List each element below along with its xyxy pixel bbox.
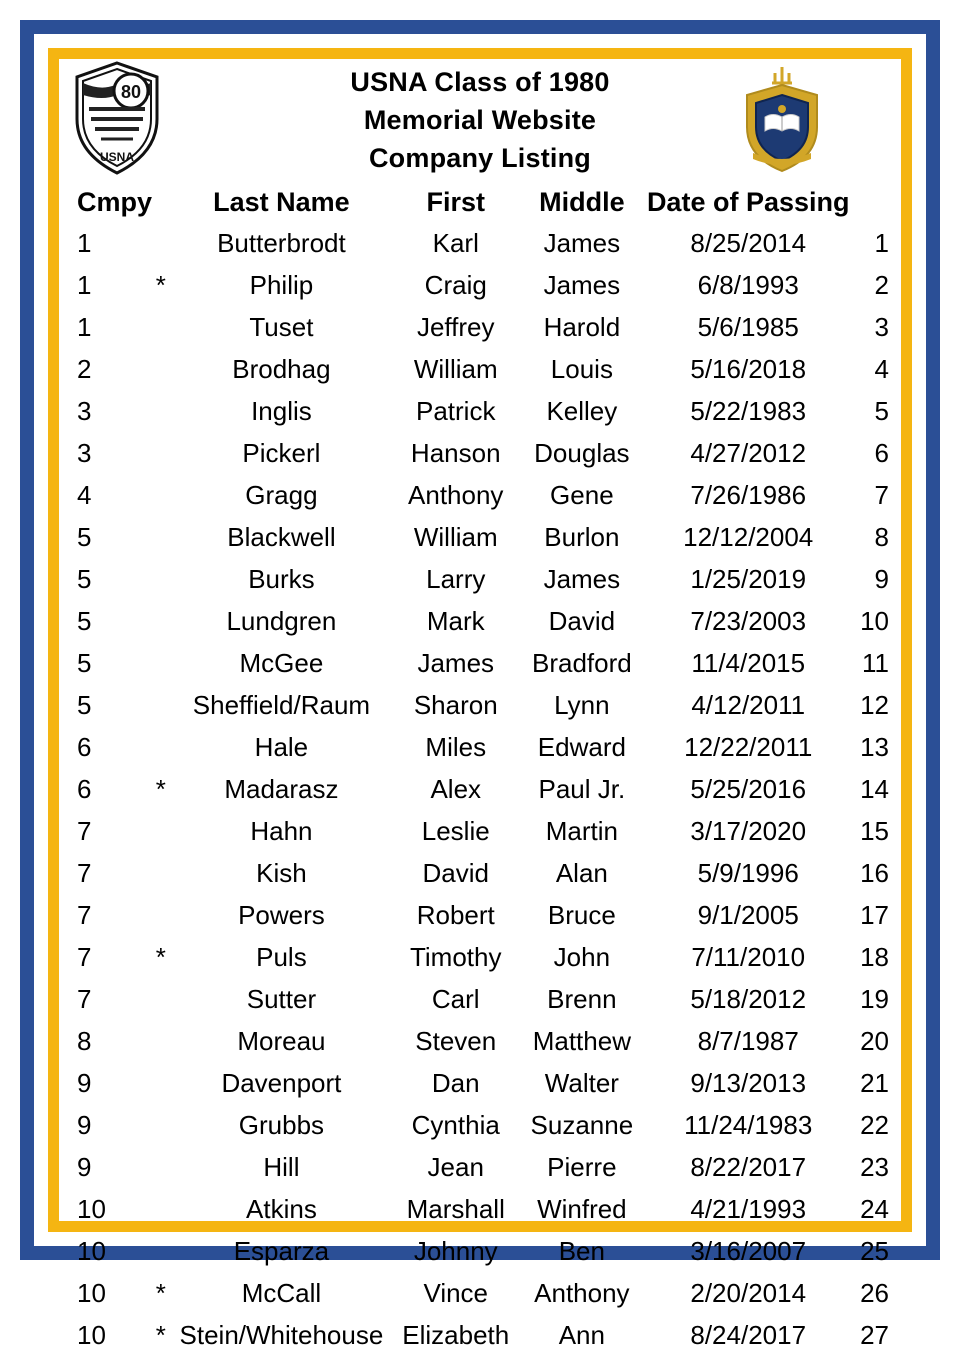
cell-cmpy: 7 [77, 984, 92, 1014]
cell-star [152, 348, 170, 390]
cell-index: 17 [860, 900, 889, 930]
cell-middle-name: David [548, 606, 616, 636]
cell-first-name: Johnny [413, 1236, 498, 1266]
cell-index: 20 [860, 1026, 889, 1056]
cell-index: 24 [860, 1194, 889, 1224]
table-row [59, 516, 901, 558]
cell-middle-name: Bradford [531, 648, 632, 678]
cell-first-name: Robert [416, 900, 495, 930]
cell-first-name: Mark [426, 606, 485, 636]
cell-cmpy: 6 [77, 774, 92, 804]
cell-cmpy: 10 [77, 1278, 106, 1308]
table-row [59, 558, 901, 600]
table-row [59, 1062, 901, 1104]
cell-cmpy: 4 [77, 480, 92, 510]
cell-middle-name: Harold [543, 312, 621, 342]
cell-date-of-passing: 8/24/2017 [690, 1320, 807, 1350]
cell-cmpy: 7 [77, 816, 92, 846]
cell-first-name: Dan [431, 1068, 480, 1098]
cell-date-of-passing: 8/7/1987 [697, 1026, 799, 1056]
cell-first-name: Timothy [409, 942, 502, 972]
cell-cmpy: 9 [77, 1068, 92, 1098]
table-row [59, 348, 901, 390]
cell-last-name: Butterbrodt [217, 228, 346, 258]
cell-cmpy: 8 [77, 1026, 92, 1056]
cell-index: 9 [874, 564, 889, 594]
cell-date-of-passing: 3/16/2007 [690, 1236, 807, 1266]
table-row [59, 1230, 901, 1272]
cell-star [152, 432, 170, 474]
cell-last-name: Puls [256, 942, 307, 972]
cell-last-name: Gragg [245, 480, 318, 510]
table-row [59, 1146, 901, 1188]
cell-cmpy: 1 [77, 312, 92, 342]
table-row [59, 222, 901, 264]
cell-star [152, 684, 170, 726]
table-row [59, 726, 901, 768]
cell-star [152, 1104, 170, 1146]
column-header-index [851, 187, 901, 222]
cell-index: 19 [860, 984, 889, 1014]
cell-date-of-passing: 4/21/1993 [690, 1194, 807, 1224]
cell-date-of-passing: 7/23/2003 [690, 606, 807, 636]
table-row [59, 936, 901, 978]
cell-last-name: Lundgren [226, 606, 337, 636]
cell-index: 3 [874, 312, 889, 342]
cell-last-name: Stein/Whitehouse [179, 1320, 384, 1350]
cell-cmpy: 5 [77, 564, 92, 594]
cell-last-name: Brodhag [232, 354, 331, 384]
table-header-row [59, 187, 901, 222]
table-body [59, 222, 901, 1356]
cell-star: * [155, 774, 166, 804]
company-listing-table [59, 187, 901, 1356]
cell-star [152, 642, 170, 684]
cell-cmpy: 5 [77, 522, 92, 552]
cell-date-of-passing: 9/1/2005 [697, 900, 799, 930]
cell-index: 5 [874, 396, 889, 426]
cell-star [152, 1020, 170, 1062]
cell-star: * [155, 942, 166, 972]
cell-index: 21 [860, 1068, 889, 1098]
cell-middle-name: Martin [545, 816, 618, 846]
cell-last-name: Powers [238, 900, 325, 930]
usna-crest-icon [739, 65, 825, 175]
cell-star [152, 558, 170, 600]
table-row [59, 1188, 901, 1230]
cell-first-name: Jeffrey [416, 312, 495, 342]
table-row [59, 768, 901, 810]
cell-star [152, 1230, 170, 1272]
cell-index: 2 [874, 270, 889, 300]
cell-date-of-passing: 5/6/1985 [697, 312, 799, 342]
cell-middle-name: James [543, 564, 621, 594]
cell-index: 7 [874, 480, 889, 510]
cell-middle-name: James [543, 270, 621, 300]
table-row [59, 600, 901, 642]
cell-middle-name: Burlon [544, 522, 620, 552]
cell-star [152, 600, 170, 642]
cell-middle-name: Matthew [532, 1026, 631, 1056]
cell-index: 18 [860, 942, 889, 972]
cell-first-name: Patrick [416, 396, 496, 426]
cell-first-name: William [413, 522, 498, 552]
cell-middle-name: Louis [550, 354, 613, 384]
table-row [59, 642, 901, 684]
cell-last-name: Atkins [246, 1194, 317, 1224]
cell-index: 26 [860, 1278, 889, 1308]
cell-cmpy: 10 [77, 1320, 106, 1350]
cell-date-of-passing: 6/8/1993 [697, 270, 799, 300]
cell-cmpy: 7 [77, 900, 92, 930]
cell-first-name: Sharon [413, 690, 498, 720]
cell-cmpy: 2 [77, 354, 92, 384]
cell-date-of-passing: 5/25/2016 [690, 774, 807, 804]
column-header-first: First [426, 187, 485, 217]
cell-date-of-passing: 7/11/2010 [691, 942, 806, 972]
cell-index: 22 [860, 1110, 889, 1140]
cell-star [152, 726, 170, 768]
cell-first-name: James [417, 648, 495, 678]
cell-star [152, 852, 170, 894]
cell-first-name: Vince [423, 1278, 489, 1308]
cell-cmpy: 3 [77, 438, 92, 468]
page-content [59, 59, 901, 1350]
cell-first-name: Jean [427, 1152, 484, 1182]
svg-text:USNA: USNA [99, 150, 135, 164]
cell-date-of-passing: 9/13/2013 [690, 1068, 807, 1098]
cell-last-name: Hahn [250, 816, 313, 846]
outer-blue-border [20, 20, 940, 1350]
cell-middle-name: Bruce [547, 900, 616, 930]
cell-last-name: Hale [254, 732, 309, 762]
cell-last-name: Inglis [251, 396, 312, 426]
cell-cmpy: 5 [77, 648, 92, 678]
cell-cmpy: 10 [77, 1194, 106, 1224]
cell-date-of-passing: 5/22/1983 [690, 396, 807, 426]
page-header [59, 59, 901, 187]
cell-first-name: Miles [425, 732, 487, 762]
table-row [59, 432, 901, 474]
cell-cmpy: 5 [77, 606, 92, 636]
table-row [59, 852, 901, 894]
cell-first-name: Elizabeth [402, 1320, 510, 1350]
cell-cmpy: 9 [77, 1152, 92, 1182]
table-row [59, 684, 901, 726]
cell-index: 16 [860, 858, 889, 888]
cell-middle-name: Ben [558, 1236, 605, 1266]
cell-index: 23 [860, 1152, 889, 1182]
title-line-2: Memorial Website [363, 105, 597, 135]
cell-date-of-passing: 11/24/1983 [684, 1110, 813, 1140]
cell-star [152, 516, 170, 558]
table-row [59, 306, 901, 348]
cell-middle-name: Ann [558, 1320, 605, 1350]
cell-date-of-passing: 11/4/2015 [691, 648, 806, 678]
cell-cmpy: 1 [77, 228, 92, 258]
cell-star [152, 894, 170, 936]
column-header-star [152, 187, 170, 222]
cell-index: 13 [860, 732, 889, 762]
table-row [59, 1272, 901, 1314]
cell-last-name: Sheffield/Raum [192, 690, 371, 720]
cell-index: 1 [874, 228, 889, 258]
cell-first-name: Karl [432, 228, 479, 258]
cell-star [152, 474, 170, 516]
cell-last-name: Madarasz [224, 774, 339, 804]
cell-cmpy: 3 [77, 396, 92, 426]
cell-middle-name: Walter [544, 1068, 619, 1098]
cell-date-of-passing: 8/25/2014 [690, 228, 807, 258]
cell-date-of-passing: 8/22/2017 [690, 1152, 807, 1182]
cell-cmpy: 10 [77, 1236, 106, 1266]
table-row [59, 390, 901, 432]
cell-last-name: Philip [249, 270, 314, 300]
cell-first-name: William [413, 354, 498, 384]
cell-last-name: Moreau [237, 1026, 326, 1056]
table-row [59, 1314, 901, 1356]
cell-cmpy: 5 [77, 690, 92, 720]
cell-last-name: Hill [263, 1152, 300, 1182]
cell-cmpy: 1 [77, 270, 92, 300]
cell-first-name: Craig [424, 270, 487, 300]
cell-middle-name: Anthony [534, 1278, 630, 1308]
cell-last-name: Burks [248, 564, 315, 594]
cell-middle-name: Douglas [534, 438, 630, 468]
cell-star [152, 1146, 170, 1188]
cell-middle-name: Paul Jr. [538, 774, 626, 804]
cell-date-of-passing: 5/9/1996 [697, 858, 799, 888]
cell-cmpy: 9 [77, 1110, 92, 1140]
cell-cmpy: 7 [77, 942, 92, 972]
cell-star [152, 1062, 170, 1104]
cell-middle-name: Edward [537, 732, 626, 762]
cell-star [152, 978, 170, 1020]
cell-last-name: Sutter [246, 984, 317, 1014]
cell-last-name: Kish [256, 858, 307, 888]
cell-star [152, 306, 170, 348]
cell-first-name: Alex [430, 774, 482, 804]
table-row [59, 1020, 901, 1062]
inner-gold-border [48, 48, 912, 1350]
cell-first-name: Larry [426, 564, 486, 594]
cell-first-name: David [422, 858, 489, 888]
cell-middle-name: Suzanne [530, 1110, 634, 1140]
cell-middle-name: John [553, 942, 611, 972]
cell-index: 11 [862, 648, 889, 678]
cell-date-of-passing: 7/26/1986 [690, 480, 807, 510]
cell-middle-name: Lynn [554, 690, 610, 720]
cell-middle-name: Pierre [547, 1152, 617, 1182]
cell-cmpy: 7 [77, 858, 92, 888]
cell-middle-name: James [543, 228, 621, 258]
table-row [59, 264, 901, 306]
cell-date-of-passing: 3/17/2020 [690, 816, 807, 846]
cell-first-name: Cynthia [411, 1110, 500, 1140]
cell-star [152, 1188, 170, 1230]
column-header-date-of-passing: Date of Passing [646, 187, 850, 217]
cell-star [152, 390, 170, 432]
cell-first-name: Anthony [408, 480, 504, 510]
cell-date-of-passing: 5/18/2012 [690, 984, 807, 1014]
cell-date-of-passing: 1/25/2019 [690, 564, 807, 594]
cell-index: 10 [860, 606, 889, 636]
cell-first-name: Hanson [410, 438, 501, 468]
cell-middle-name: Alan [555, 858, 608, 888]
cell-index: 14 [860, 774, 889, 804]
table-row [59, 894, 901, 936]
cell-cmpy: 6 [77, 732, 92, 762]
cell-first-name: Leslie [421, 816, 490, 846]
table-row [59, 978, 901, 1020]
cell-index: 27 [860, 1320, 889, 1350]
cell-date-of-passing: 2/20/2014 [690, 1278, 807, 1308]
cell-middle-name: Brenn [547, 984, 617, 1014]
cell-last-name: Pickerl [242, 438, 321, 468]
column-header-cmpy: Cmpy [77, 187, 153, 217]
cell-star: * [155, 1278, 166, 1308]
cell-date-of-passing: 4/27/2012 [690, 438, 807, 468]
cell-index: 4 [874, 354, 889, 384]
column-header-middle: Middle [539, 187, 625, 217]
cell-date-of-passing: 4/12/2011 [691, 690, 806, 720]
cell-first-name: Marshall [406, 1194, 505, 1224]
cell-last-name: Esparza [233, 1236, 330, 1266]
table-row [59, 810, 901, 852]
cell-star [152, 810, 170, 852]
table-row [59, 1104, 901, 1146]
cell-index: 12 [860, 690, 889, 720]
cell-first-name: Steven [415, 1026, 497, 1056]
cell-middle-name: Kelley [546, 396, 618, 426]
cell-last-name: McGee [239, 648, 324, 678]
cell-date-of-passing: 12/22/2011 [684, 732, 813, 762]
cell-middle-name: Gene [550, 480, 614, 510]
table-row [59, 474, 901, 516]
cell-last-name: Tuset [249, 312, 314, 342]
cell-first-name: Carl [431, 984, 480, 1014]
cell-star: * [155, 270, 166, 300]
cell-middle-name: Winfred [537, 1194, 627, 1224]
cell-last-name: McCall [241, 1278, 322, 1308]
cell-index: 8 [874, 522, 889, 552]
cell-last-name: Grubbs [238, 1110, 325, 1140]
cell-index: 25 [860, 1236, 889, 1266]
svg-text:80: 80 [120, 82, 142, 102]
cell-date-of-passing: 12/12/2004 [683, 522, 814, 552]
title-line-1: USNA Class of 1980 [350, 67, 610, 97]
column-header-last-name: Last Name [213, 187, 350, 217]
title-line-3: Company Listing [368, 143, 591, 173]
cell-star: * [155, 1320, 166, 1350]
cell-index: 15 [860, 816, 889, 846]
cell-last-name: Davenport [221, 1068, 342, 1098]
cell-star [152, 222, 170, 264]
cell-date-of-passing: 5/16/2018 [690, 354, 807, 384]
cell-last-name: Blackwell [227, 522, 336, 552]
cell-index: 6 [874, 438, 889, 468]
